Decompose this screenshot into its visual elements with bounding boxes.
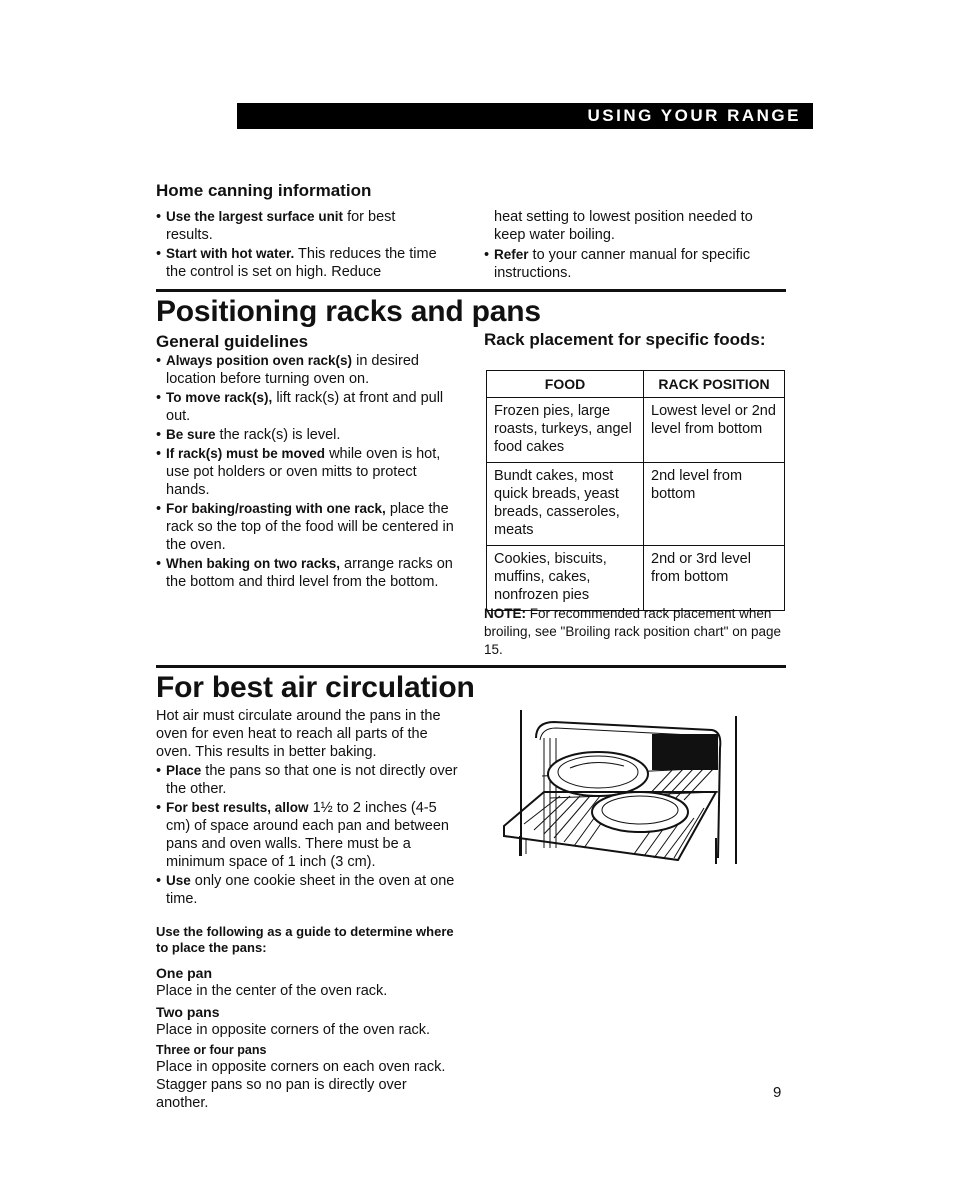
general-guidelines-list (156, 352, 461, 592)
home-canning-bullet-2-continued (484, 208, 784, 244)
section-title: USING YOUR RANGE (587, 106, 801, 125)
section-header-bar (237, 103, 813, 129)
general-bullet-1: • Always position oven rack(s) in desired location before turning oven on. (156, 352, 461, 388)
table-row (487, 398, 785, 463)
rack-placement-table (486, 370, 785, 611)
table-header-rack-position: RACK POSITION (644, 371, 785, 398)
home-canning-bullet-2: • Start with hot water. This reduces the time the control is set on high. Reduce (156, 245, 446, 281)
air-bullet-3: • Use only one cookie sheet in the oven at one time. (156, 872, 461, 908)
case-one-pan-label: One pan (156, 965, 213, 981)
home-canning-left-column (156, 208, 446, 282)
case-one-pan-text: Place in the center of the oven rack. (156, 983, 388, 999)
oven-with-pans-icon (484, 708, 744, 868)
table-cell-rack-position: 2nd or 3rd level from bottom (644, 546, 785, 611)
table-row (487, 546, 785, 611)
note-text: For recommended rack placement when broiling, see "Broiling rack position chart" on page 15. (484, 606, 781, 657)
table-cell-food: Cookies, biscuits, muffins, cakes, nonfrozen pies (487, 546, 644, 611)
general-bullet-2: • To move rack(s), lift rack(s) at front and pull out. (156, 389, 461, 425)
guide-heading: Use the following as a guide to determine where to place the pans: (156, 924, 454, 955)
air-bullet-2: • For best results, allow 1½ to 2 inches (4-5 cm) of space around each pan and between pans and oven walls. There must be a minimum space of 1 inch (3 cm). (156, 799, 461, 871)
section-divider-2 (156, 665, 786, 668)
case-three-four-pans-text: Place in opposite corners on each oven rack. Stagger pans so no pan is directly over another. (156, 1059, 446, 1111)
rack-placement-title: Rack placement for specific foods: (484, 330, 766, 349)
general-bullet-4: • If rack(s) must be moved while oven is hot, use pot holders or oven mitts to protect hands. (156, 445, 461, 499)
home-canning-bullet-3: • Refer to your canner manual for specific instructions. (484, 246, 784, 282)
note-label: NOTE: (484, 606, 526, 621)
home-canning-continued-text: heat setting to lowest position needed to keep water boiling. (494, 209, 753, 243)
table-cell-rack-position: 2nd level from bottom (644, 463, 785, 546)
air-bullet-1: • Place the pans so that one is not directly over the other. (156, 762, 461, 798)
air-circulation-title: For best air circulation (156, 671, 475, 704)
table-cell-food: Frozen pies, large roasts, turkeys, angel food cakes (487, 398, 644, 463)
general-bullet-6: • When baking on two racks, arrange racks on the bottom and third level from the bottom. (156, 555, 461, 591)
general-guidelines-title: General guidelines (156, 332, 309, 351)
general-bullet-3: • Be sure the rack(s) is level. (156, 426, 461, 444)
table-row (487, 463, 785, 546)
home-canning-bullet-1: • Use the largest surface unit for best results. (156, 208, 446, 244)
home-canning-title: Home canning information (156, 181, 372, 200)
general-bullet-5: • For baking/roasting with one rack, place the rack so the top of the food will be centered in the oven. (156, 500, 461, 554)
rack-placement-table-wrap (486, 370, 785, 611)
positioning-title: Positioning racks and pans (156, 295, 541, 328)
case-two-pans-label: Two pans (156, 1004, 220, 1020)
case-three-four-pans-label: Three or four pans (156, 1043, 267, 1057)
oven-rack-illustration (484, 708, 744, 868)
rack-placement-note (484, 605, 784, 659)
table-header-food: FOOD (487, 371, 644, 398)
air-circulation-text (156, 707, 461, 1112)
table-cell-food: Bundt cakes, most quick breads, yeast breads, casseroles, meats (487, 463, 644, 546)
page-number: 9 (773, 1084, 782, 1101)
section-divider-1 (156, 289, 786, 292)
case-two-pans-text: Place in opposite corners of the oven rack. (156, 1022, 431, 1038)
air-circulation-intro: Hot air must circulate around the pans in the oven for even heat to reach all parts of the oven. This results in better baking. (156, 708, 441, 760)
home-canning-right-column (484, 208, 784, 283)
table-cell-rack-position: Lowest level or 2nd level from bottom (644, 398, 785, 463)
table-header-row (487, 371, 785, 398)
